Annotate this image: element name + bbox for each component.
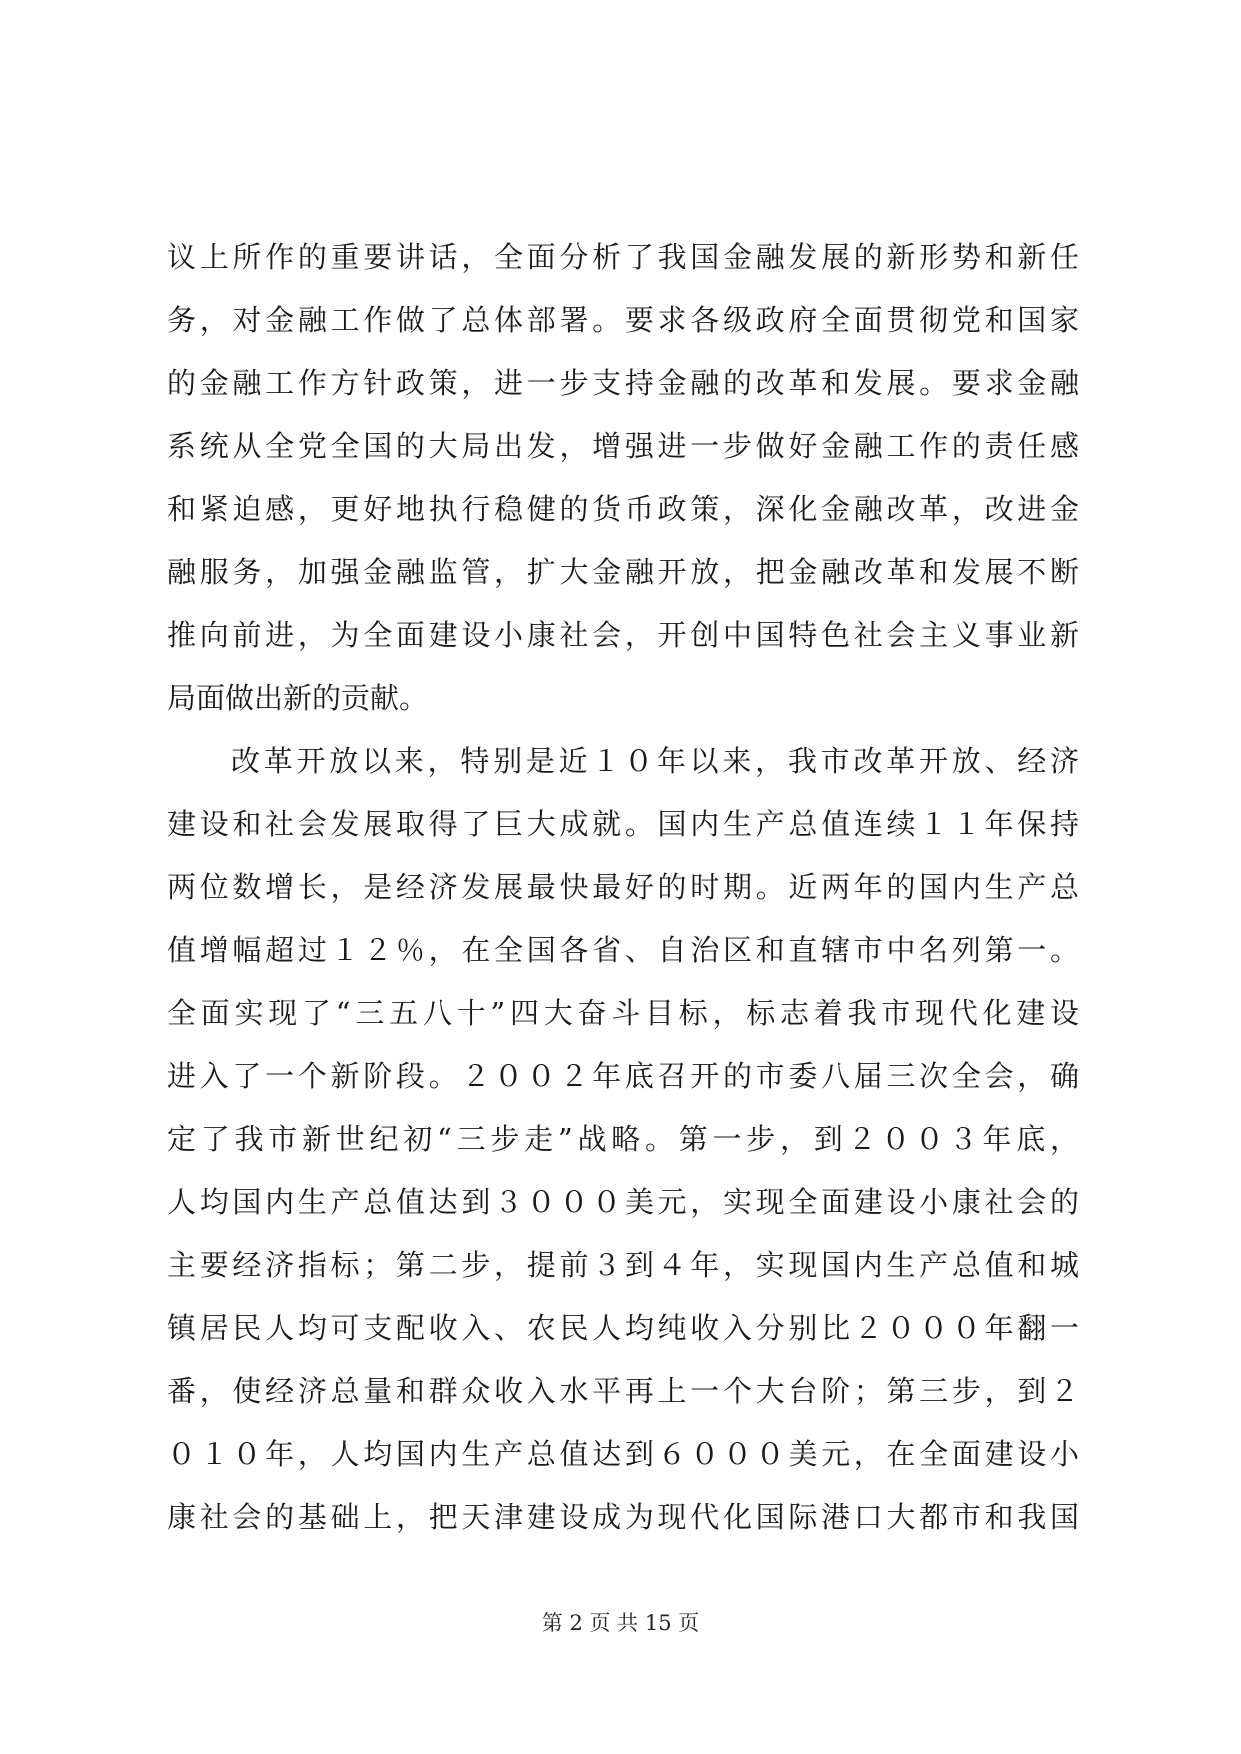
page-number: 第 2 页 共 15 页 <box>541 1611 700 1635</box>
text-line: 镇居民人均可支配收入、农民人均纯收入分别比２０００年翻一 <box>167 1311 1079 1345</box>
text-line: 康社会的基础上，把天津建设成为现代化国际港口大都市和我国 <box>167 1500 1079 1534</box>
text-line: 的金融工作方针政策，进一步支持金融的改革和发展。要求金融 <box>167 366 1079 400</box>
text-line: 务，对金融工作做了总体部署。要求各级政府全面贯彻党和国家 <box>167 303 1079 337</box>
text-line: 进入了一个新阶段。２００２年底召开的市委八届三次全会，确 <box>167 1059 1079 1093</box>
text-line: 建设和社会发展取得了巨大成就。国内生产总值连续１１年保持 <box>167 807 1079 841</box>
text-line: 推向前进，为全面建设小康社会，开创中国特色社会主义事业新 <box>167 618 1079 652</box>
text-line: 人均国内生产总值达到３０００美元，实现全面建设小康社会的 <box>167 1185 1079 1219</box>
text-line: 全面实现了“三五八十”四大奋斗目标，标志着我市现代化建设 <box>167 996 1079 1030</box>
text-line: 和紧迫感，更好地执行稳健的货币政策，深化金融改革，改进金 <box>167 492 1079 526</box>
page-footer <box>0 1608 1241 1638</box>
text-line: 改革开放以来，特别是近１０年以来，我市改革开放、经济 <box>231 744 1079 778</box>
text-line: 议上所作的重要讲话，全面分析了我国金融发展的新形势和新任 <box>167 240 1079 274</box>
text-line: 融服务，加强金融监管，扩大金融开放，把金融改革和发展不断 <box>167 555 1079 589</box>
text-line: 值增幅超过１２％，在全国各省、自治区和直辖市中名列第一。 <box>167 933 1079 967</box>
body-text <box>167 226 1079 1549</box>
text-line: 两位数增长，是经济发展最快最好的时期。近两年的国内生产总 <box>167 870 1079 904</box>
text-line: 番，使经济总量和群众收入水平再上一个大台阶；第三步，到２ <box>167 1374 1079 1408</box>
text-line: 定了我市新世纪初“三步走”战略。第一步，到２００３年底， <box>167 1122 1079 1156</box>
text-line: 局面做出新的贡献。 <box>167 681 429 715</box>
text-line: 系统从全党全国的大局出发，增强进一步做好金融工作的责任感 <box>167 429 1079 463</box>
text-line: 主要经济指标；第二步，提前３到４年，实现国内生产总值和城 <box>167 1248 1079 1282</box>
text-line: ０１０年，人均国内生产总值达到６０００美元，在全面建设小 <box>167 1437 1079 1471</box>
